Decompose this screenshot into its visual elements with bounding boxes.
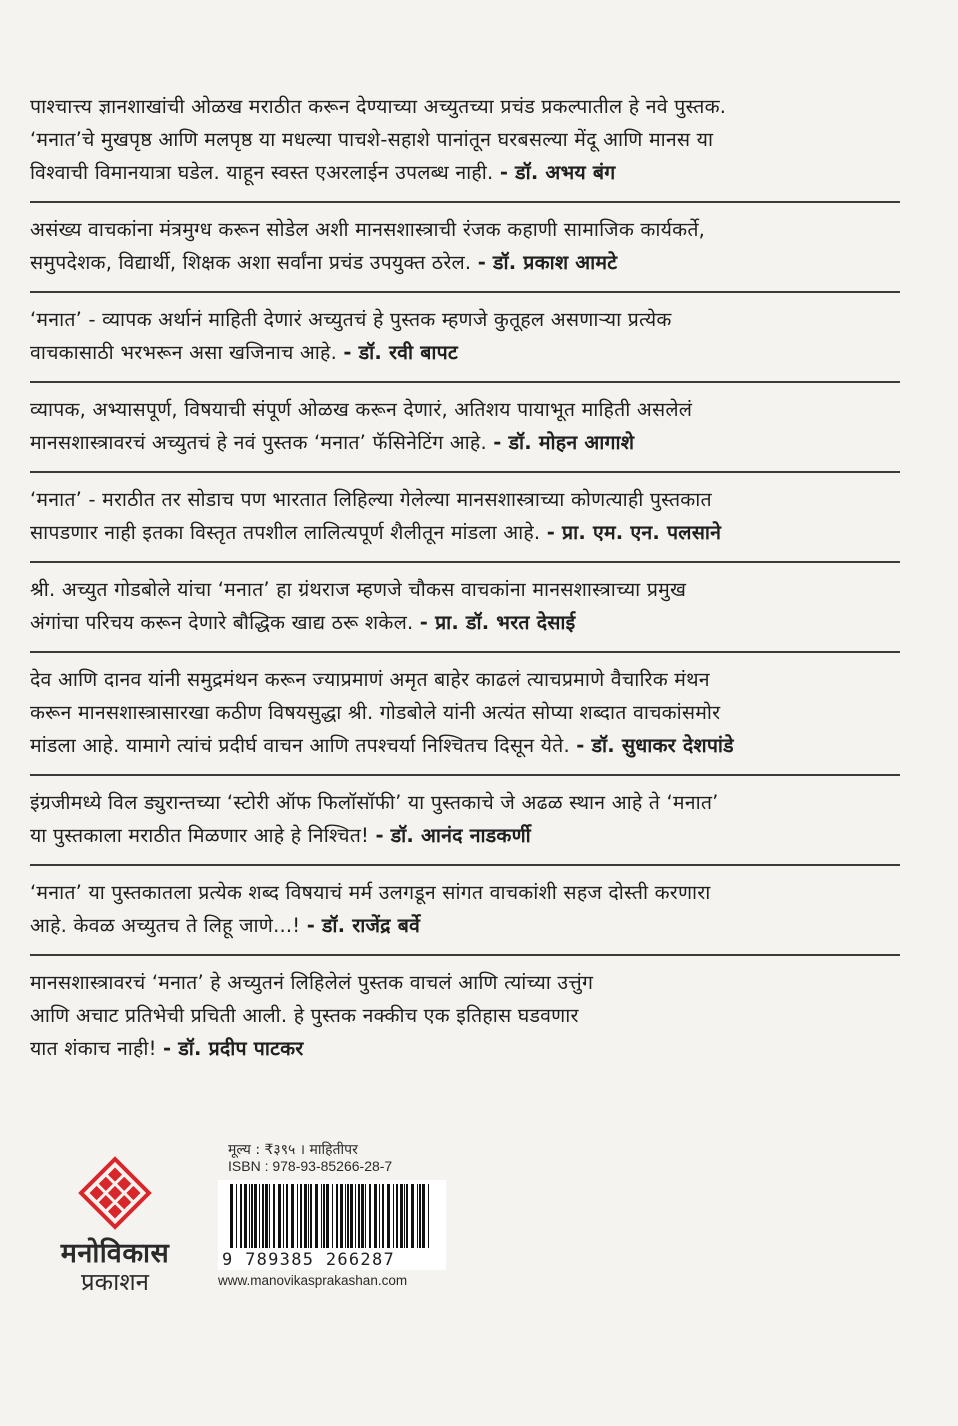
- review-line: आणि अचाट प्रतिभेची प्रचिती आली. हे पुस्तक नक्कीच एक इतिहास घडवणार: [30, 1004, 579, 1027]
- review-line: ‘मनात’ - मराठीत तर सोडाच पण भारतात लिहिल्या गेलेल्या मानसशास्त्राच्या कोणत्याही पुस्तकात: [30, 488, 712, 511]
- review-line: समुपदेशक, विद्यार्थी, शिक्षक अशा सर्वांना प्रचंड उपयुक्त ठरेल.: [30, 251, 472, 274]
- barcode-bars: [230, 1184, 434, 1248]
- isbn-label: ISBN : 978-93-85266-28-7: [228, 1158, 393, 1174]
- publisher-website: www.manovikasprakashan.com: [218, 1273, 408, 1288]
- review-author: - डॉ. अभय बंग: [499, 161, 616, 184]
- review-line: पाश्चात्त्य ज्ञानशाखांची ओळख मराठीत करून देण्याच्या अच्युतच्या प्रचंड प्रकल्पातील हे नवे पुस्तक.: [30, 95, 727, 118]
- review-line: ‘मनात’चे मुखपृष्ठ आणि मलपृष्ठ या मधल्या पाचशे-सहाशे पानांतून घरबसल्या मेंदू आणि मानस या: [30, 128, 714, 151]
- review-line: वाचकासाठी भरभरून असा खजिनाच आहे.: [30, 341, 338, 364]
- review-block: [30, 86, 900, 203]
- review-block: [30, 776, 900, 866]
- publisher-logo: [40, 1155, 190, 1305]
- review-author: - डॉ. मोहन आगाशे: [493, 431, 635, 454]
- review-author: - डॉ. प्रकाश आमटे: [477, 251, 618, 274]
- reviews-list: [30, 86, 900, 1077]
- publisher-name-line1: मनोविकास: [60, 1238, 170, 1269]
- publisher-name-line2: प्रकाशन: [81, 1268, 149, 1296]
- review-line: ‘मनात’ - व्यापक अर्थानं माहिती देणारं अच्युतचं हे पुस्तक म्हणजे कुतूहल असणाऱ्या प्रत्येक: [30, 308, 672, 331]
- review-block: [30, 653, 900, 776]
- review-line: आहे. केवळ अच्युतच ते लिहू जाणे...!: [30, 914, 301, 937]
- review-block: [30, 563, 900, 653]
- review-block: [30, 866, 900, 956]
- review-author: - डॉ. रवी बापट: [343, 341, 458, 364]
- review-author: - डॉ. राजेंद्र बर्वे: [306, 914, 421, 937]
- review-line: इंग्रजीमध्ये विल ड्युरान्तच्या ‘स्टोरी ऑफ फिलॉसॉफी’ या पुस्तकाचे जे अढळ स्थान आहे ते ‘मनात’: [30, 791, 719, 814]
- review-line: करून मानसशास्त्रासारखा कठीण विषयसुद्धा श्री. गोडबोले यांनी अत्यंत सोप्या शब्दात वाचकांसमोर: [30, 701, 721, 724]
- review-line: विश्‍वाची विमानयात्रा घडेल. याहून स्वस्त एअरलाईन उपलब्ध नाही.: [30, 161, 494, 184]
- review-block: [30, 293, 900, 383]
- review-author: - डॉ. प्रदीप पाटकर: [163, 1037, 304, 1060]
- review-block: [30, 473, 900, 563]
- review-line: व्यापक, अभ्यासपूर्ण, विषयाची संपूर्ण ओळख करून देणारं, अतिशय पायाभूत माहिती असलेलं: [30, 398, 693, 421]
- review-line: मानसशास्त्रावरचं ‘मनात’ हे अच्युतनं लिहिलेलं पुस्तक वाचलं आणि त्यांच्या उत्तुंग: [30, 971, 594, 994]
- review-line: अंगांचा परिचय करून देणारे बौद्धिक खाद्य ठरू शकेल.: [30, 611, 414, 634]
- review-block: [30, 203, 900, 293]
- review-line: श्री. अच्युत गोडबोले यांचा ‘मनात’ हा ग्रंथराज म्हणजे चौकस वाचकांना मानसशास्त्राच्या प्रमुख: [30, 578, 687, 601]
- review-line: ‘मनात’ या पुस्तकातला प्रत्येक शब्द विषयाचं मर्म उलगडून सांगत वाचकांशी सहज दोस्ती करणारा: [30, 881, 711, 904]
- review-line: असंख्य वाचकांना मंत्रमुग्ध करून सोडेल अशी मानसशास्त्राची रंजक कहाणी सामाजिक कार्यकर्ते,: [30, 218, 706, 241]
- review-line: मानसशास्त्रावरचं अच्युतचं हे नवं पुस्तक ‘मनात’ फॅसिनेटिंग आहे.: [30, 431, 487, 454]
- review-author: - प्रा. एम. एन. पलसाने: [546, 521, 722, 544]
- review-line: मांडला आहे. यामागे त्यांचं प्रदीर्घ वाचन आणि तपश्‍चर्या निश्‍चितच दिसून येते.: [30, 734, 570, 757]
- review-line: सापडणार नाही इतका विस्तृत तपशील लालित्यपूर्ण शैलीतून मांडला आहे.: [30, 521, 541, 544]
- review-author: - प्रा. डॉ. भरत देसाई: [419, 611, 576, 634]
- price-label: मूल्य : ₹३९५ । माहितीपर: [228, 1142, 358, 1158]
- barcode-digits: 9 789385 266287: [218, 1250, 446, 1270]
- publisher-emblem-icon: [77, 1155, 153, 1231]
- review-block: [30, 956, 900, 1077]
- review-line: या पुस्तकाला मराठीत मिळणार आहे हे निश्‍चित!: [30, 824, 370, 847]
- review-block: [30, 383, 900, 473]
- review-line: देव आणि दानव यांनी समुद्रमंथन करून ज्याप्रमाणं अमृत बाहेर काढलं त्याचप्रमाणे वैचारिक मंथन: [30, 668, 710, 691]
- review-line: यात शंकाच नाही!: [30, 1037, 157, 1060]
- review-author: - डॉ. सुधाकर देशपांडे: [576, 734, 734, 757]
- review-author: - डॉ. आनंद नाडकर्णी: [375, 824, 531, 847]
